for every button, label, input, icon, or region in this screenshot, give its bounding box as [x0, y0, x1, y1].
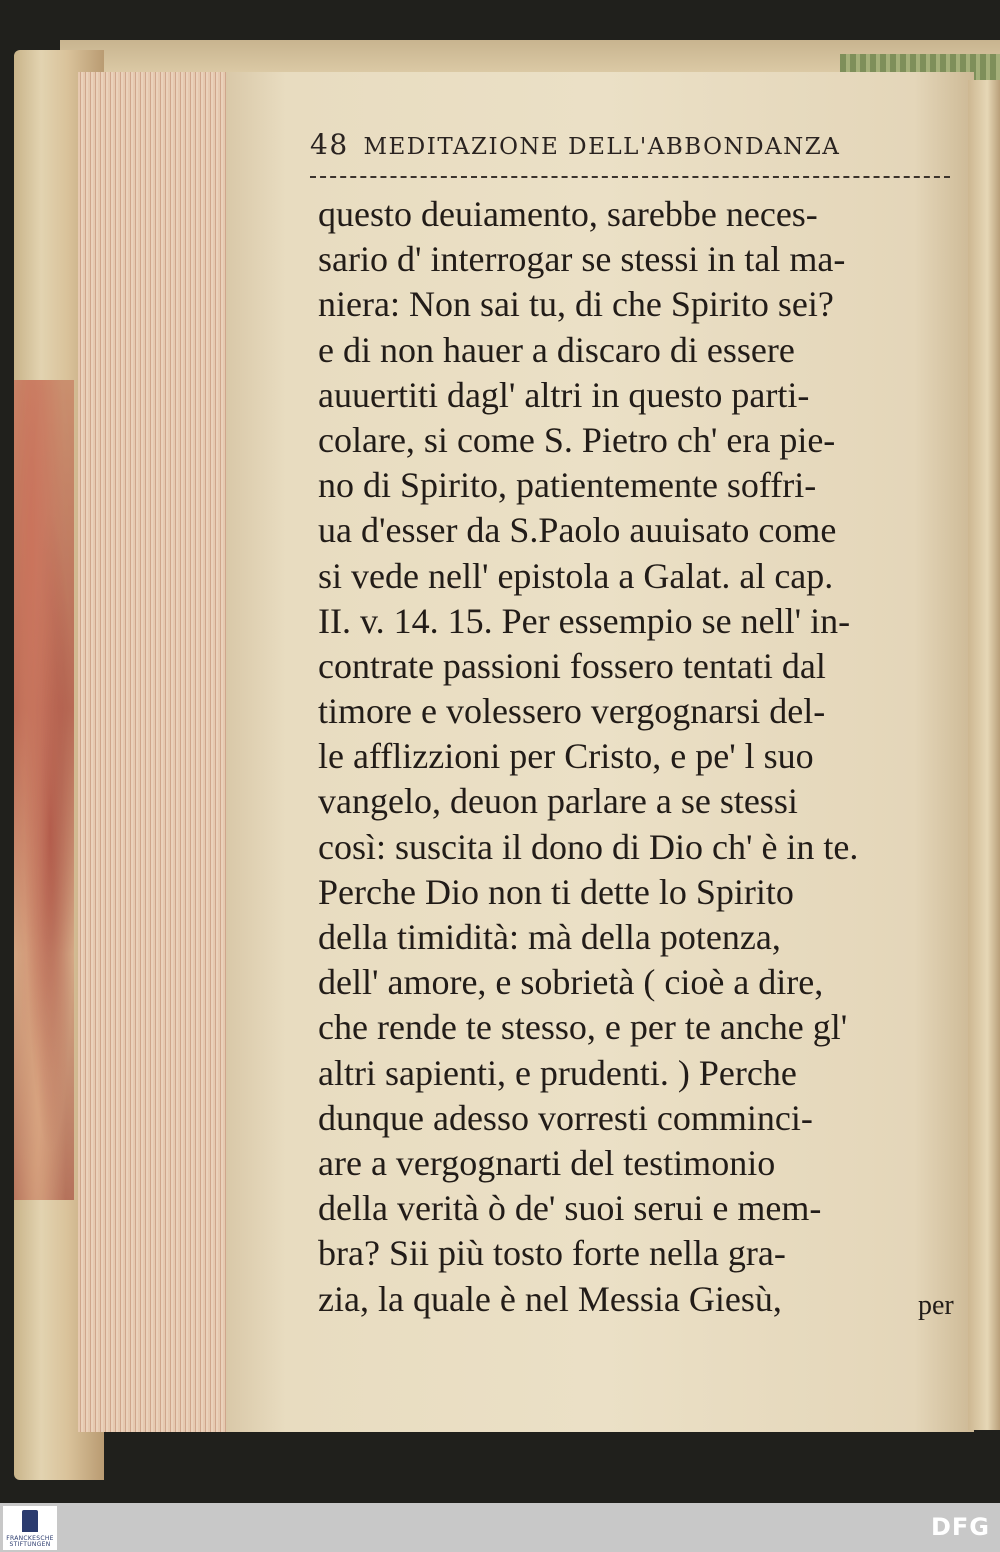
text-line: Perche Dio non ti dette lo Spirito [318, 871, 794, 912]
text-line: bra? Sii più tosto forte nella gra- [318, 1233, 786, 1274]
logo-text: FRANCKESCHE STIFTUNGEN [6, 1535, 54, 1548]
text-line: contrate passioni fossero tentati dal [318, 645, 826, 686]
marbled-cover-paper [14, 380, 74, 1200]
franckesche-stiftungen-logo[interactable] [3, 1506, 57, 1550]
text-line: altri sapienti, e prudenti. ) Perche [318, 1052, 797, 1093]
running-head-title: MEDITAZIONE DELL'ABBONDANZA [363, 134, 841, 160]
text-line: colare, si come S. Pietro ch' era pie- [318, 419, 836, 460]
text-line: e di non hauer a discaro di essere [318, 329, 795, 370]
text-line: dell' amore, e sobrietà ( cioè a dire, [318, 962, 824, 1003]
facing-page-edge [968, 80, 1000, 1430]
text-line: dunque adesso vorresti comminci- [318, 1097, 813, 1138]
header-rule [310, 176, 950, 178]
text-line: no di Spirito, patientemente soffri- [318, 465, 817, 506]
text-line: zia, la quale è nel Messia Giesù, [318, 1278, 782, 1319]
viewer-footer-bar [0, 1503, 1000, 1552]
text-line: auuertiti dagl' altri in questo parti- [318, 374, 810, 415]
page-edges [78, 72, 230, 1432]
text-line: are a vergognarti del testimonio [318, 1142, 776, 1183]
text-line: così: suscita il dono di Dio ch' è in te. [318, 826, 859, 867]
catchword: per [918, 1290, 954, 1321]
text-line: della timidità: mà della potenza, [318, 917, 781, 957]
text-line: vangelo, deuon parlare a se stessi [318, 781, 798, 822]
text-line: niera: Non sai tu, di che Spirito sei? [318, 284, 834, 325]
text-line: le afflizzioni per Cristo, e pe' l suo [318, 736, 814, 777]
text-line: della verità ò de' suoi serui e mem- [318, 1188, 822, 1229]
text-line: che rende te stesso, e per te anche gl' [318, 1007, 848, 1048]
building-icon [22, 1510, 38, 1532]
text-line: II. v. 14. 15. Per essempio se nell' in- [318, 600, 851, 641]
dfg-logo[interactable]: DFG [930, 1513, 990, 1541]
text-line: timore e volessero vergognarsi del- [318, 691, 826, 732]
page-number: 48 [310, 128, 349, 161]
page-body-text [318, 192, 960, 1322]
text-line: questo deuiamento, sarebbe neces- [318, 194, 818, 234]
running-header [310, 128, 950, 162]
text-line: ua d'esser da S.Paolo auuisato come [318, 510, 837, 551]
text-line: sario d' interrogar se stessi in tal ma- [318, 239, 846, 280]
text-line: si vede nell' epistola a Galat. al cap. [318, 555, 834, 596]
